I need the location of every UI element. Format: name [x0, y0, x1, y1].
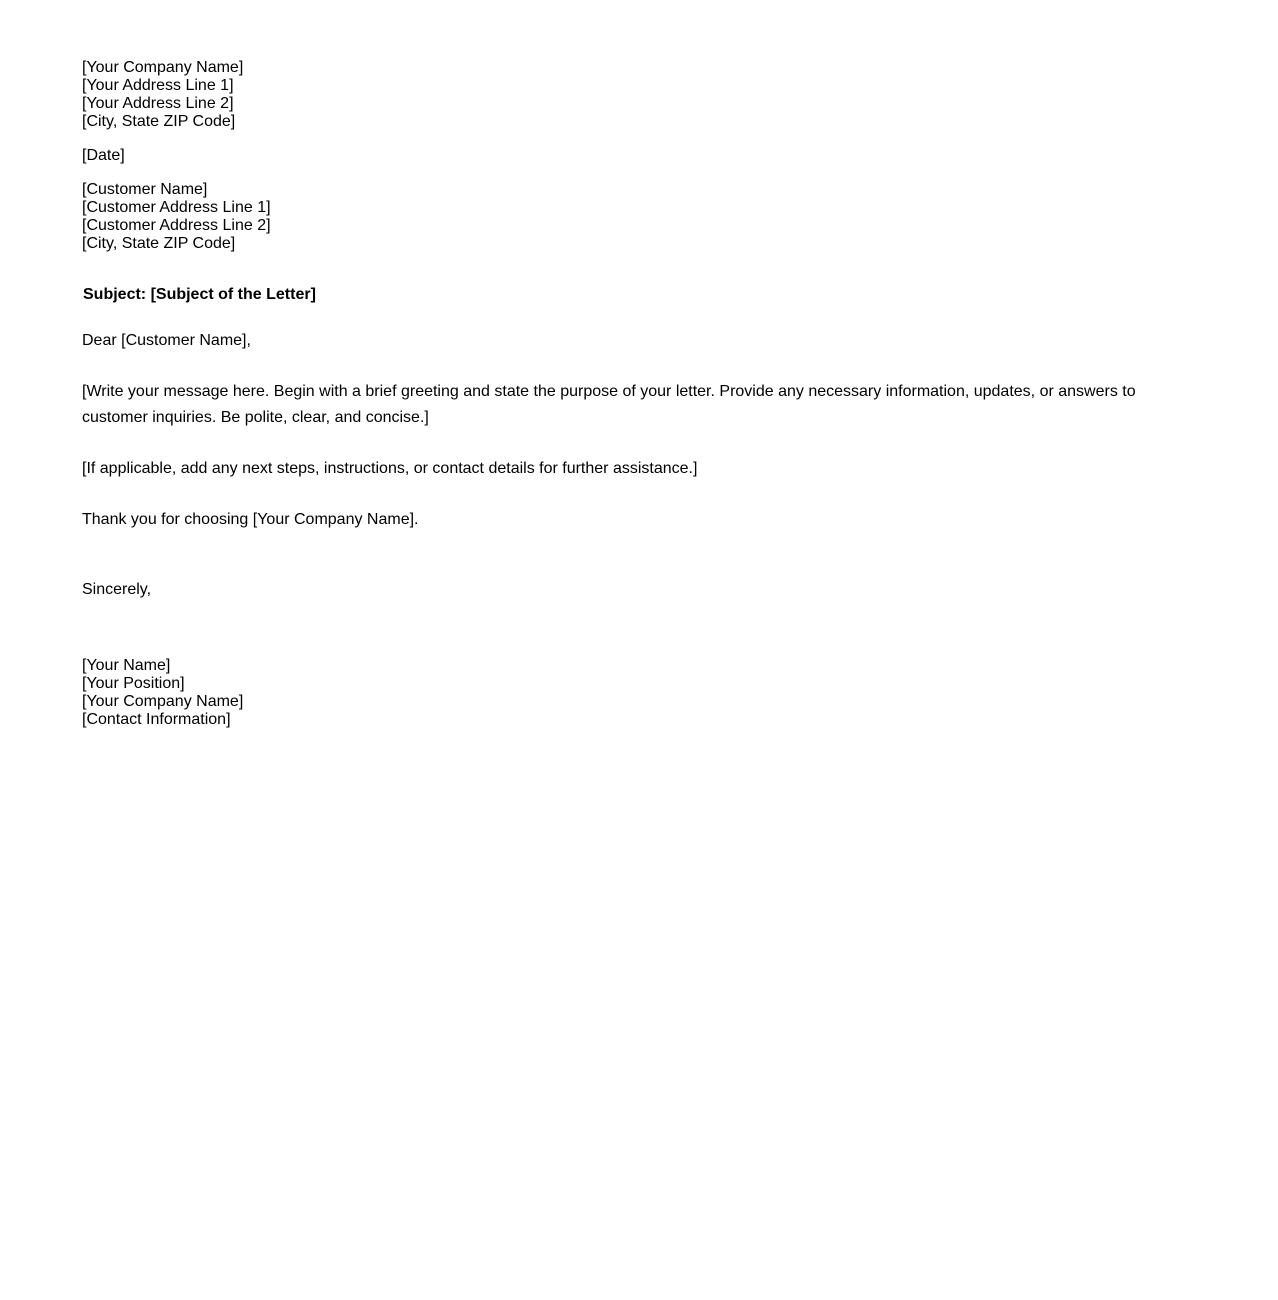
letter-subject: Subject: [Subject of the Letter] — [83, 286, 316, 303]
recipient-address-line-1: [Customer Address Line 1] — [82, 199, 271, 216]
recipient-address-line-2: [Customer Address Line 2] — [82, 217, 271, 234]
sender-address-line-1: [Your Address Line 1] — [82, 77, 234, 94]
sender-address-block — [82, 59, 1182, 131]
signer-contact-information: [Contact Information] — [82, 711, 231, 728]
signer-position: [Your Position] — [82, 675, 185, 692]
recipient-name: [Customer Name] — [82, 181, 208, 198]
sender-address-line-2: [Your Address Line 2] — [82, 95, 234, 112]
sender-city-state-zip: [City, State ZIP Code] — [82, 113, 236, 130]
signer-company-name: [Your Company Name] — [82, 693, 244, 710]
body-paragraph-2: [If applicable, add any next steps, instructions, or contact details for further assistance.] — [82, 460, 698, 477]
sender-company-name: [Your Company Name] — [82, 59, 244, 76]
signer-name: [Your Name] — [82, 657, 171, 674]
recipient-city-state-zip: [City, State ZIP Code] — [82, 235, 236, 252]
letter-greeting: Dear [Customer Name], — [82, 332, 251, 349]
recipient-address-block — [82, 181, 1182, 253]
letter-date: [Date] — [82, 147, 125, 164]
thank-you-line: Thank you for choosing [Your Company Name]. — [82, 511, 419, 528]
body-paragraph-1: [Write your message here. Begin with a brief greeting and state the purpose of your letter. Provide any necessary information, updates, or answers to customer inquiries. Be polite, clear, and concise.] — [82, 383, 1136, 426]
letter-closing: Sincerely, — [82, 581, 152, 598]
letter-document — [82, 59, 1182, 729]
signature-block — [82, 657, 1182, 729]
